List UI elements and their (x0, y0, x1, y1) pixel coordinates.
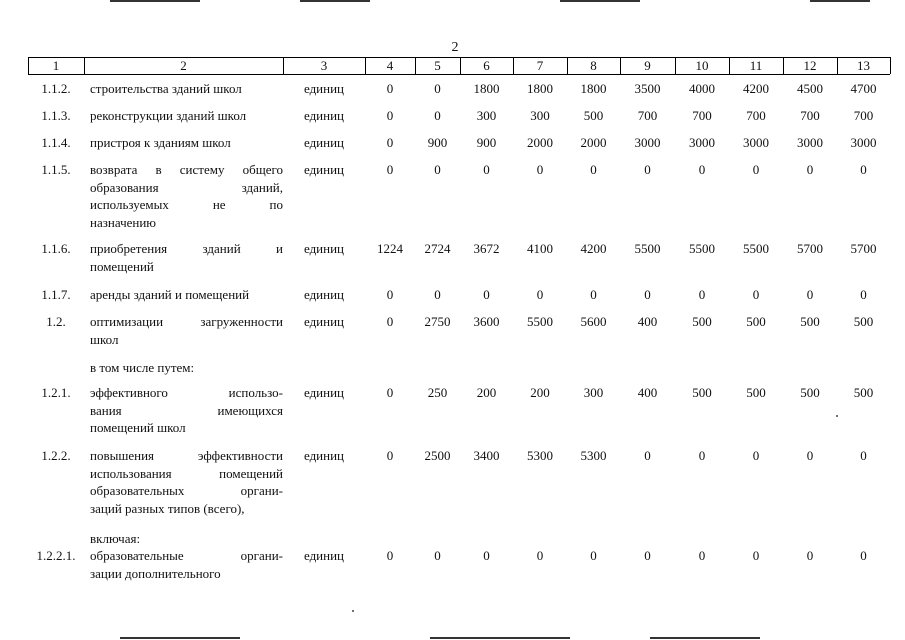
row-unit: единиц (303, 108, 345, 123)
row-code: 1.2.2.1. (36, 548, 76, 563)
value-cell: 4200 (580, 241, 607, 256)
value-cell: 0 (644, 548, 651, 563)
value-cell: 3000 (797, 135, 823, 150)
header-column-divider (890, 57, 891, 74)
value-cell: 3672 (473, 241, 500, 256)
description-line: помещений школ (90, 420, 186, 435)
value-cell: 3600 (473, 314, 500, 329)
value-cell: 0 (590, 287, 597, 302)
row-description (90, 107, 283, 125)
row-description (90, 240, 283, 275)
value-cell: 0 (698, 448, 706, 463)
row-description (90, 359, 283, 377)
value-cell: 5700 (850, 241, 877, 256)
value-cell: 500 (583, 108, 604, 123)
value-cell: 500 (853, 314, 874, 329)
description-line: помещений (90, 258, 154, 274)
value-cell: 0 (434, 81, 441, 96)
header-cell-8: 8 (590, 58, 597, 73)
value-cell: 0 (434, 162, 441, 177)
value-cell: 5700 (797, 241, 823, 256)
header-cell-12: 12 (803, 58, 817, 73)
header-cell-2: 2 (180, 58, 187, 73)
value-cell: 4000 (689, 81, 715, 96)
value-cell: 400 (637, 385, 658, 400)
header-cell-11: 11 (749, 58, 763, 73)
value-cell: 0 (386, 314, 394, 329)
header-cell-6: 6 (483, 58, 490, 73)
header-cell-13: 13 (857, 58, 870, 73)
value-cell: 2750 (424, 314, 451, 329)
value-cell: 0 (483, 287, 490, 302)
scan-edge-mark (300, 0, 370, 2)
description-line: вания имеющихся (90, 402, 283, 418)
row-code: 1.1.7. (41, 287, 71, 302)
value-cell: 3000 (634, 135, 661, 150)
row-description (90, 384, 283, 437)
row-description (90, 161, 283, 231)
value-cell: 5500 (527, 314, 553, 329)
header-cell-3: 3 (320, 58, 328, 73)
value-cell: 0 (386, 287, 394, 302)
value-cell: 0 (698, 548, 706, 563)
description-line: школ (90, 331, 119, 347)
row-unit: единиц (303, 162, 345, 177)
value-cell: 200 (476, 385, 497, 400)
value-cell: 700 (637, 108, 658, 123)
value-cell: 0 (386, 385, 394, 400)
value-cell: 0 (386, 448, 394, 463)
row-description (90, 134, 283, 152)
value-cell: 2724 (424, 241, 451, 256)
description-line: эффективного использо- (90, 385, 283, 400)
value-cell: 1800 (473, 81, 500, 96)
row-code: 1.1.3. (41, 108, 71, 123)
value-cell: 500 (853, 385, 874, 400)
description-line: используемых не по (90, 197, 283, 212)
value-cell: 0 (386, 108, 394, 123)
value-cell: 700 (692, 108, 712, 123)
value-cell: 250 (427, 385, 448, 400)
row-unit: единиц (303, 314, 345, 329)
value-cell: 0 (644, 162, 651, 177)
value-cell: 0 (434, 287, 441, 302)
value-cell: 500 (800, 314, 820, 329)
value-cell: 0 (434, 108, 441, 123)
value-cell: 5600 (580, 314, 607, 329)
value-cell: 0 (860, 162, 867, 177)
description-line: повышения эффективности (90, 448, 283, 463)
value-cell: 0 (806, 162, 814, 177)
row-description (90, 313, 283, 348)
description-line: использования помещений (90, 465, 283, 481)
scan-edge-mark (650, 637, 760, 639)
row-code: 1.1.2. (41, 81, 71, 96)
value-cell: 0 (386, 81, 394, 96)
row-unit: единиц (303, 287, 345, 302)
value-cell: 4100 (527, 241, 553, 256)
header-cell-1: 1 (52, 58, 60, 73)
value-cell: 0 (644, 448, 651, 463)
row-description (90, 530, 283, 548)
row-code: 1.1.6. (41, 241, 71, 256)
value-cell: 5500 (634, 241, 661, 256)
value-cell: 0 (483, 548, 490, 563)
value-cell: 700 (800, 108, 820, 123)
value-cell: 0 (860, 548, 867, 563)
value-cell: 1224 (377, 241, 403, 256)
value-cell: 0 (386, 548, 394, 563)
value-cell: 3000 (689, 135, 715, 150)
value-cell: 300 (583, 385, 604, 400)
value-cell: 0 (752, 162, 760, 177)
description-line: возврата в систему общего (90, 162, 283, 177)
value-cell: 2500 (424, 448, 451, 463)
header-cell-5: 5 (434, 58, 441, 73)
value-cell: 0 (483, 162, 490, 177)
value-cell: 0 (860, 448, 867, 463)
value-cell: 4700 (850, 81, 877, 96)
value-cell: 5500 (743, 241, 769, 256)
row-code: 1.1.4. (41, 135, 71, 150)
value-cell: 0 (644, 287, 651, 302)
value-cell: 2000 (527, 135, 553, 150)
description-line: оптимизации загруженности (90, 314, 283, 329)
page-number: 2 (451, 40, 459, 55)
row-code: 1.2. (46, 314, 66, 329)
header-cell-9: 9 (644, 58, 651, 73)
scan-edge-mark (110, 0, 200, 2)
value-cell: 5300 (580, 448, 607, 463)
row-unit: единиц (303, 385, 345, 400)
value-cell: 0 (860, 287, 867, 302)
value-cell: 4200 (743, 81, 769, 96)
description-line: строительства зданий школ (90, 81, 242, 96)
header-cell-7: 7 (536, 58, 544, 73)
value-cell: 0 (536, 287, 544, 302)
value-cell: 900 (427, 135, 448, 150)
value-cell: 5300 (527, 448, 553, 463)
row-description (90, 447, 283, 517)
description-line: в том числе путем: (90, 360, 195, 375)
value-cell: 0 (806, 448, 814, 463)
row-unit: единиц (303, 81, 345, 96)
value-cell: 500 (692, 314, 712, 329)
scan-edge-mark (810, 0, 870, 2)
description-line: пристроя к зданиям школ (90, 135, 231, 150)
value-cell: 900 (476, 135, 497, 150)
value-cell: 700 (853, 108, 874, 123)
description-line: реконструкции зданий школ (90, 108, 247, 123)
table-header-bottom-border (28, 74, 890, 75)
description-line: зации дополнительного (90, 565, 221, 581)
row-unit: единиц (303, 241, 345, 256)
value-cell: 0 (752, 548, 760, 563)
value-cell: 0 (434, 548, 441, 563)
value-cell: 5500 (689, 241, 715, 256)
description-line: образовательных органи- (90, 483, 283, 498)
description-line: приобретения зданий и (90, 241, 283, 256)
value-cell: 300 (476, 108, 497, 123)
value-cell: 500 (746, 385, 766, 400)
value-cell: 0 (386, 162, 394, 177)
row-description (90, 286, 283, 304)
value-cell: 0 (536, 162, 544, 177)
value-cell: 0 (536, 548, 544, 563)
description-line: заций разных типов (всего), (90, 500, 245, 516)
value-cell: 1800 (580, 81, 607, 96)
description-line: назначению (90, 214, 157, 230)
value-cell: 0 (698, 162, 706, 177)
value-cell: 0 (386, 135, 394, 150)
row-code: 1.1.5. (41, 162, 71, 177)
header-cell-10: 10 (695, 58, 709, 73)
scan-edge-mark (560, 0, 640, 2)
scan-speck (836, 415, 838, 417)
scan-speck (352, 610, 354, 612)
value-cell: 300 (530, 108, 550, 123)
value-cell: 0 (752, 448, 760, 463)
value-cell: 1800 (527, 81, 553, 96)
value-cell: 500 (746, 314, 766, 329)
description-line: образовательные органи- (90, 548, 283, 563)
value-cell: 0 (752, 287, 760, 302)
description-line: аренды зданий и помещений (90, 287, 250, 302)
row-unit: единиц (303, 448, 345, 463)
scan-edge-mark (430, 637, 570, 639)
row-description (90, 80, 283, 98)
value-cell: 3500 (634, 81, 661, 96)
value-cell: 500 (800, 385, 820, 400)
value-cell: 700 (746, 108, 766, 123)
value-cell: 0 (590, 548, 597, 563)
row-description (90, 547, 283, 582)
value-cell: 0 (590, 162, 597, 177)
value-cell: 4500 (797, 81, 823, 96)
value-cell: 500 (692, 385, 712, 400)
value-cell: 200 (530, 385, 550, 400)
value-cell: 0 (698, 287, 706, 302)
scan-edge-mark (120, 637, 240, 639)
row-code: 1.2.2. (41, 448, 71, 463)
value-cell: 3000 (850, 135, 877, 150)
row-unit: единиц (303, 135, 345, 150)
value-cell: 2000 (580, 135, 607, 150)
value-cell: 400 (637, 314, 658, 329)
header-cell-4: 4 (386, 58, 394, 73)
value-cell: 3400 (473, 448, 500, 463)
description-line: образования зданий, (90, 179, 283, 195)
value-cell: 0 (806, 287, 814, 302)
value-cell: 3000 (743, 135, 769, 150)
row-unit: единиц (303, 548, 345, 563)
description-line: включая: (90, 531, 141, 546)
row-code: 1.2.1. (41, 385, 71, 400)
value-cell: 0 (806, 548, 814, 563)
